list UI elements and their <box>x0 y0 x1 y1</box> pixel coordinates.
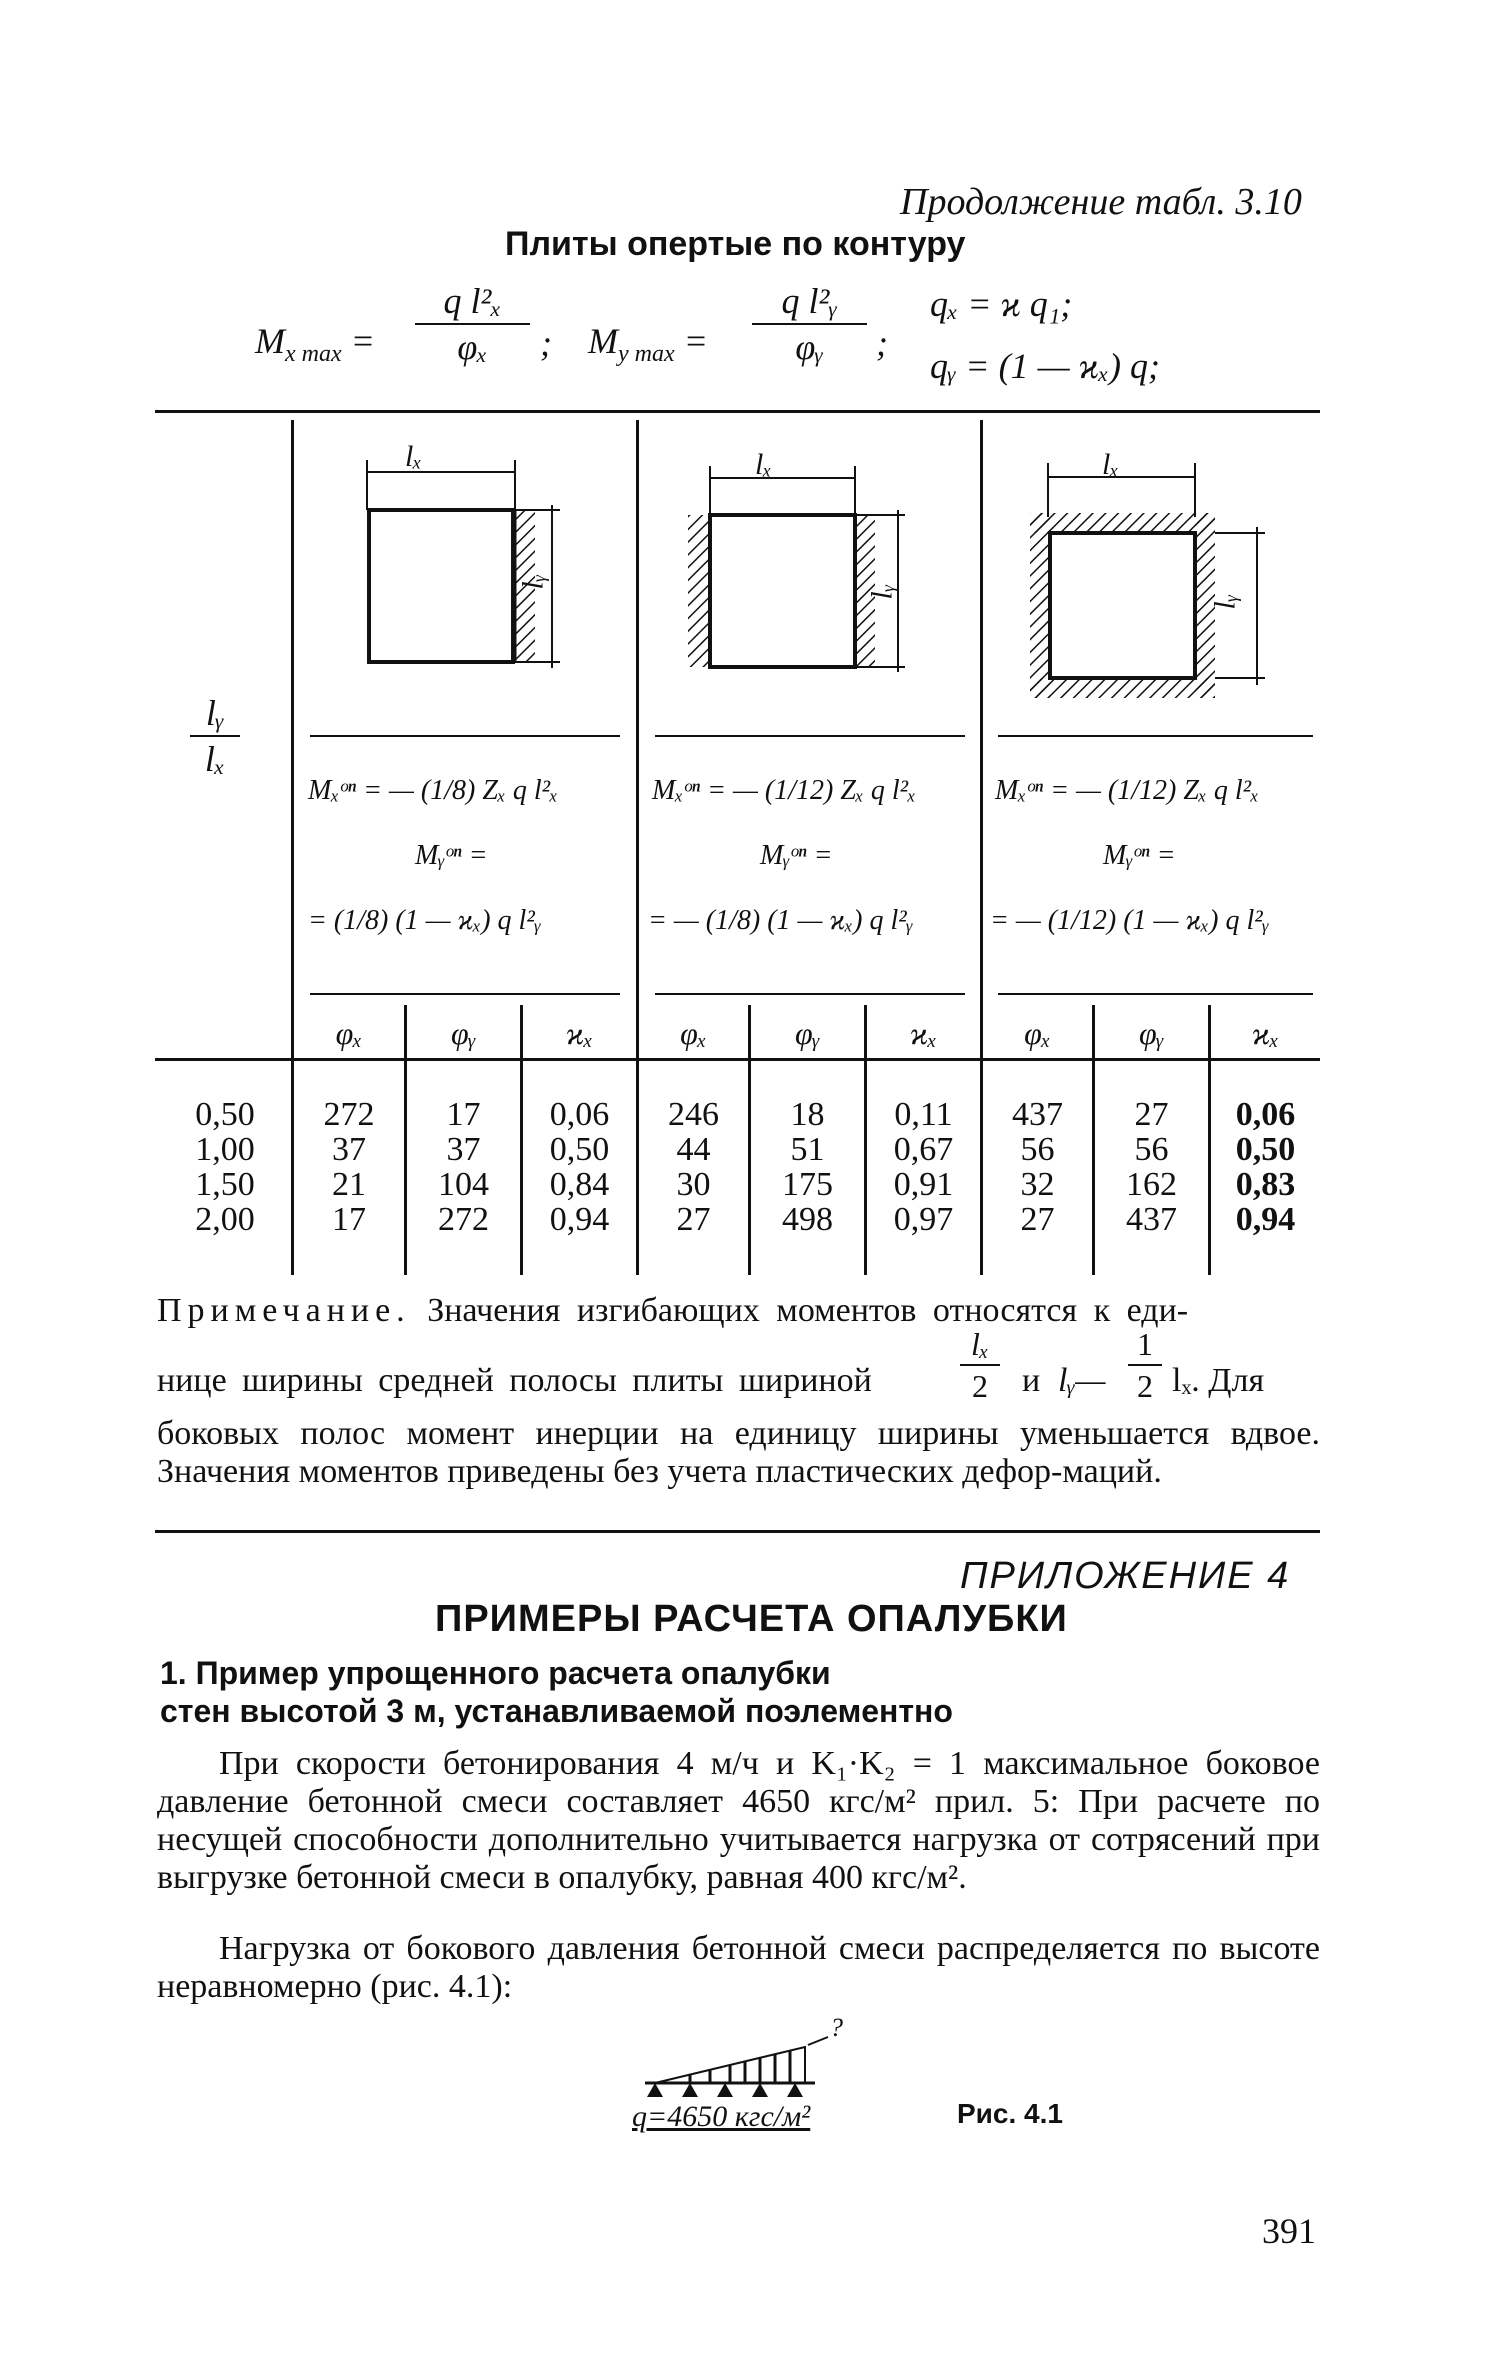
note-continuation: боковых полос момент инерции на единицу ширины уменьшается вдвое. Значения моментов приведены без учета пластических дефор-маций. <box>157 1415 1320 1490</box>
table-cell: 32 <box>1020 1166 1055 1203</box>
table-cell: 17 <box>332 1201 366 1238</box>
semicolon: ; <box>876 323 888 363</box>
sub-header-phi-y: φᵧ <box>794 1015 821 1051</box>
sub-header-phi-y: φᵧ <box>1138 1015 1165 1051</box>
table-cell: 246 <box>668 1096 719 1133</box>
label-ly: lᵧ <box>1208 594 1242 610</box>
table-cell: 37 <box>446 1131 481 1168</box>
table-cell: 0,97 <box>893 1201 954 1238</box>
note-fraction-lx-2: lₓ 2 <box>960 1328 1000 1402</box>
sub-header-phi-y: φᵧ <box>450 1015 477 1051</box>
table-cell: 0,94 <box>1235 1201 1296 1238</box>
table-cell: 56 <box>1020 1131 1055 1168</box>
table-rule <box>655 735 965 737</box>
note-line-1 <box>157 1292 1188 1330</box>
body-paragraph-2: Нагрузка от бокового давления бетонной смеси распределяется по высоте неравномерно (рис. 4.1): <box>157 1930 1320 2005</box>
moment-formula-mx-3: Mₓᵒⁿ = — (1/12) Zₓ q l²ₓ <box>995 775 1259 806</box>
my-max-formula: $M_{y max}$ = <box>588 321 708 368</box>
note-ly: lᵧ— <box>1058 1362 1106 1399</box>
table-cell: 437 <box>1126 1201 1177 1238</box>
table-rule <box>310 993 620 995</box>
label-lx: lₓ <box>1102 448 1119 481</box>
section-title-line-1: 1. Пример упрощенного расчета опалубки <box>160 1655 831 1691</box>
table-rule <box>310 735 620 737</box>
sub-header-kappa-x: ϰₓ <box>565 1015 594 1051</box>
note-text: Значения изгибающих моментов относятся к еди- <box>427 1292 1189 1329</box>
mx-max-formula: $M_{x max}$ = <box>255 321 375 368</box>
note-text: нице ширины средней полосы плиты шириной <box>157 1362 872 1399</box>
table-cell: 0,84 <box>549 1166 610 1203</box>
label-ly: lᵧ <box>865 584 899 600</box>
table-cell: 0,50 <box>549 1131 610 1168</box>
table-cell: 175 <box>782 1166 833 1203</box>
plate-diagram-2 <box>680 460 920 690</box>
table-cell: 0,50 <box>1235 1131 1296 1168</box>
figure-question-mark: ? <box>830 2013 843 2042</box>
table-cell: 0,91 <box>893 1166 954 1203</box>
section-title-line-2: стен высотой 3 м, устанавливаемой поэлементно <box>160 1693 953 1729</box>
table-top-rule <box>155 410 1320 413</box>
body-paragraph-1: При скорости бетонирования 4 м/ч и K₁·K₂ = 1 максимальное боковое давление бетонной смеси составляет 4650 кгс/м² прил. 5: При расчете по несущей способности дополнительно учитывается нагрузка от сотрясений при выгрузке бетонной смеси в опалубку, равная 400 кгс/м². <box>157 1745 1320 1896</box>
note-line-2 <box>157 1362 872 1400</box>
table-cell: 0,06 <box>1235 1096 1296 1133</box>
semicolon: ; <box>540 323 552 363</box>
moment-formula-my-2a: Mᵧᵒⁿ = <box>760 840 833 871</box>
plate-diagram-3 <box>1010 455 1280 705</box>
table-cell: 27 <box>676 1201 711 1238</box>
table-cell: 0,67 <box>893 1131 954 1168</box>
sub-header-phi-x: φₓ <box>1024 1015 1051 1051</box>
mx-max-fraction: q l²ₓ φₓ <box>415 283 530 365</box>
page-number: 391 <box>1262 2211 1316 2251</box>
moment-formula-my-2b: = — (1/8) (1 — ϰₓ) q l²ᵧ <box>648 905 914 936</box>
note-fraction-1-2: 1 2 <box>1128 1328 1162 1402</box>
table-cell: 51 <box>790 1131 825 1168</box>
ratio-value: 1,50 <box>195 1166 255 1203</box>
label-ly: lᵧ <box>516 574 550 590</box>
table-cell: 162 <box>1126 1166 1177 1203</box>
figure-load-label: q=4650 кгс/м² <box>632 2100 811 2133</box>
moment-formula-my-1b: = (1/8) (1 — ϰₓ) q l²ᵧ <box>308 905 542 936</box>
table-title: Плиты опертые по контуру <box>505 225 966 263</box>
table-cell: 272 <box>323 1096 375 1133</box>
ratio-ly-lx: lᵧ lₓ <box>190 695 240 777</box>
label-lx: lₓ <box>405 440 422 473</box>
table-header-bottom-rule <box>155 1058 1320 1061</box>
section-rule <box>155 1530 1320 1533</box>
continuation-label: Продолжение табл. 3.10 <box>900 181 1302 223</box>
ratio-value: 1,00 <box>195 1131 255 1168</box>
table-cell: 0,83 <box>1235 1166 1296 1203</box>
table-rule <box>655 993 965 995</box>
my-max-fraction: q l²ᵧ φᵧ <box>752 283 867 365</box>
table-cell: 27 <box>1134 1096 1169 1133</box>
table-cell: 437 <box>1012 1096 1063 1133</box>
table-cell: 21 <box>332 1166 366 1203</box>
appendix-label: ПРИЛОЖЕНИЕ 4 <box>960 1555 1291 1597</box>
table-cell: 44 <box>676 1131 711 1168</box>
table-cell: 37 <box>332 1131 366 1168</box>
plate-diagram-1 <box>355 450 575 680</box>
figure-caption: Рис. 4.1 <box>957 2098 1063 2129</box>
ratio-value: 2,00 <box>195 1201 255 1238</box>
table-cell: 0,11 <box>894 1096 953 1133</box>
moment-formula-my-1a: Mᵧᵒⁿ = <box>415 840 488 871</box>
table-cell: 272 <box>438 1201 489 1238</box>
label-lx: lₓ <box>755 448 772 481</box>
table-cell: 56 <box>1134 1131 1169 1168</box>
table-rule <box>998 735 1313 737</box>
appendix-title: ПРИМЕРЫ РАСЧЕТА ОПАЛУБКИ <box>435 1598 1068 1640</box>
qy-formula: qᵧ = (1 — ϰₓ) q; <box>930 346 1161 386</box>
table-cell: 0,94 <box>549 1201 610 1238</box>
table-rule <box>998 993 1313 995</box>
moment-formula-mx-2: Mₓᵒⁿ = — (1/12) Zₓ q l²ₓ <box>652 775 916 806</box>
sub-header-kappa-x: ϰₓ <box>909 1015 938 1051</box>
table-cell: 17 <box>446 1096 481 1133</box>
moment-formula-mx-1: Mₓᵒⁿ = — (1/8) Zₓ q l²ₓ <box>308 775 558 806</box>
qx-formula: qₓ = ϰ q₁; <box>930 284 1073 324</box>
table-cell: 0,06 <box>549 1096 610 1133</box>
sub-header-phi-x: φₓ <box>680 1015 707 1051</box>
table-cell: 18 <box>790 1096 825 1133</box>
sub-header-phi-x: φₓ <box>335 1015 363 1051</box>
moment-formula-my-3a: Mᵧᵒⁿ = <box>1103 840 1176 871</box>
table-cell: 27 <box>1020 1201 1055 1238</box>
note-label: Примечание. <box>157 1292 411 1329</box>
table-cell: 104 <box>438 1166 489 1203</box>
note-and: и <box>1022 1362 1041 1399</box>
table-cell: 498 <box>782 1201 833 1238</box>
note-lx-end: lₓ. Для <box>1172 1362 1265 1399</box>
moment-formula-my-3b: = — (1/12) (1 — ϰₓ) q l²ᵧ <box>990 905 1270 936</box>
sub-header-kappa-x: ϰₓ <box>1251 1015 1280 1051</box>
table-cell: 30 <box>676 1166 711 1203</box>
ratio-value: 0,50 <box>195 1096 255 1133</box>
